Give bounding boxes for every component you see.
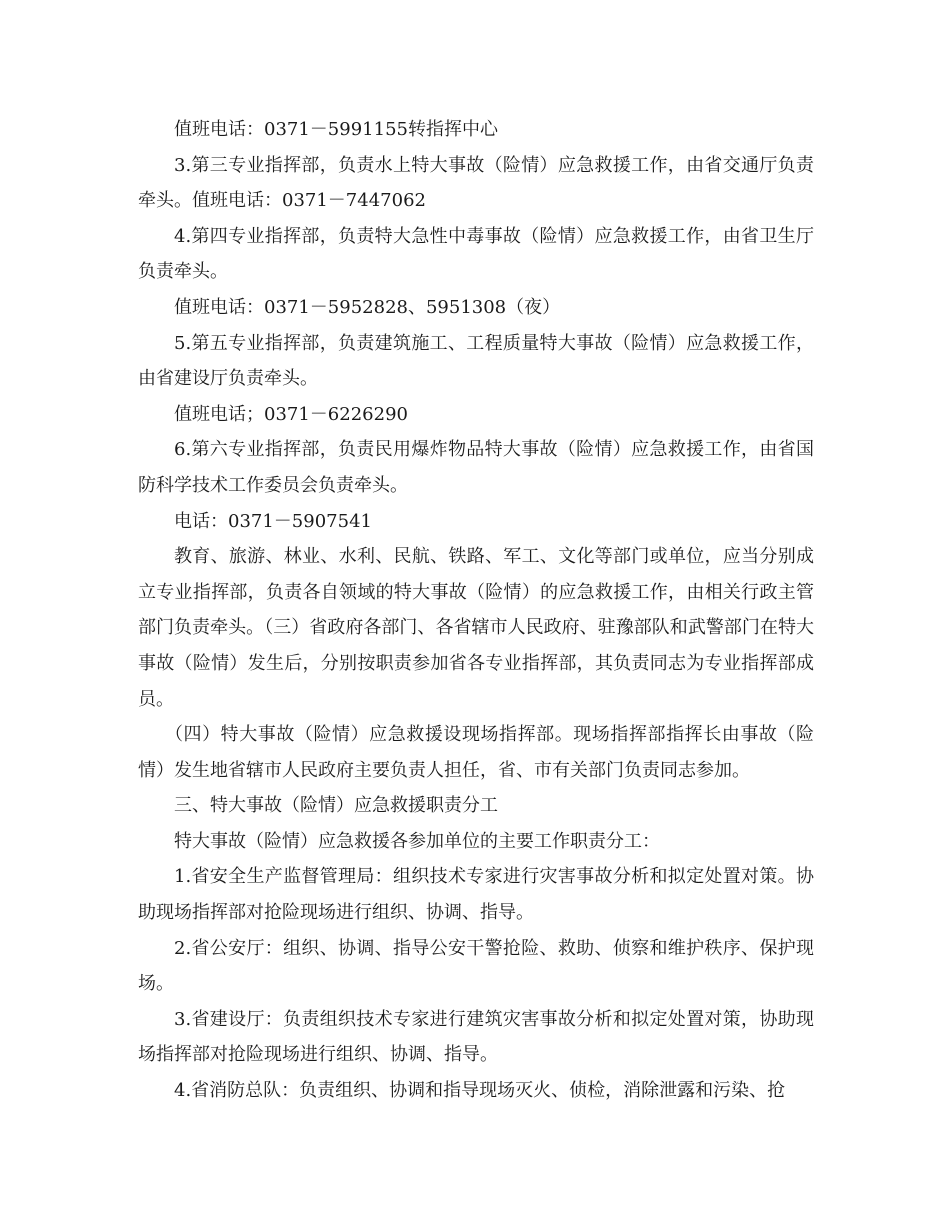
paragraph-duty-phone-fourth: 值班电话：0371－5952828、5951308（夜）	[174, 296, 561, 318]
paragraph-fourth-command: 4.第四专业指挥部，负责特大急性中毒事故（险情）应急救援工作，由省卫生厅负责牵头。	[138, 225, 814, 283]
document-body	[138, 112, 814, 1109]
paragraph-duty-phone-fifth: 值班电话；0371－6226290	[174, 403, 408, 425]
section-heading-responsibilities: 三、特大事故（险情）应急救援职责分工	[174, 795, 498, 817]
paragraph-sixth-command: 6.第六专业指挥部，负责民用爆炸物品特大事故（险情）应急救援工作，由省国防科学技术工作委员会负责牵头。	[138, 439, 814, 496]
paragraph-public-security: 2.省公安厅：组织、协调、指导公安干警抢险、救助、侦察和维护秩序、保护现场。	[138, 937, 814, 995]
paragraph-field-command: （四）特大事故（险情）应急救援设现场指挥部。现场指挥部指挥长由事故（险情）发生地省辖市人民政府主要负责人担任，省、市有关部门负责同志参加。	[138, 724, 814, 781]
paragraph-other-departments: 教育、旅游、林业、水利、民航、铁路、军工、文化等部门或单位，应当分别成立专业指挥部，负责各自领域的特大事故（险情）的应急救援工作，由相关行政主管部门负责牵头。（三）省政府各部门、各省辖市人民政府、驻豫部队和武警部门在特大事故（险情）发生后，分别按职责参加省各专业指挥部，其负责同志为专业指挥部成员。	[138, 546, 814, 710]
paragraph-fire-brigade: 4.省消防总队：负责组织、协调和指导现场灭火、侦检，消除泄露和污染、抢	[174, 1080, 786, 1102]
paragraph-phone-sixth: 电话：0371－5907541	[174, 510, 372, 532]
paragraph-duty-phone-command-center: 值班电话：0371－5991155转指挥中心	[174, 119, 498, 140]
paragraph-fifth-command: 5.第五专业指挥部，负责建筑施工、工程质量特大事故（险情）应急救援工作，由省建设厅负责牵头。	[138, 332, 814, 390]
paragraph-construction-dept: 3.省建设厅：负责组织技术专家进行建筑灾害事故分析和拟定处置对策，协助现场指挥部对抢险现场进行组织、协调、指导。	[138, 1008, 814, 1066]
paragraph-responsibilities-intro: 特大事故（险情）应急救援各参加单位的主要工作职责分工：	[174, 830, 660, 852]
paragraph-safety-bureau: 1.省安全生产监督管理局：组织技术专家进行灾害事故分析和拟定处置对策。协助现场指挥部对抢险现场进行组织、协调、指导。	[138, 866, 814, 924]
paragraph-third-command: 3.第三专业指挥部，负责水上特大事故（险情）应急救援工作，由省交通厅负责牵头。值班电话：0371－7447062	[138, 154, 814, 212]
